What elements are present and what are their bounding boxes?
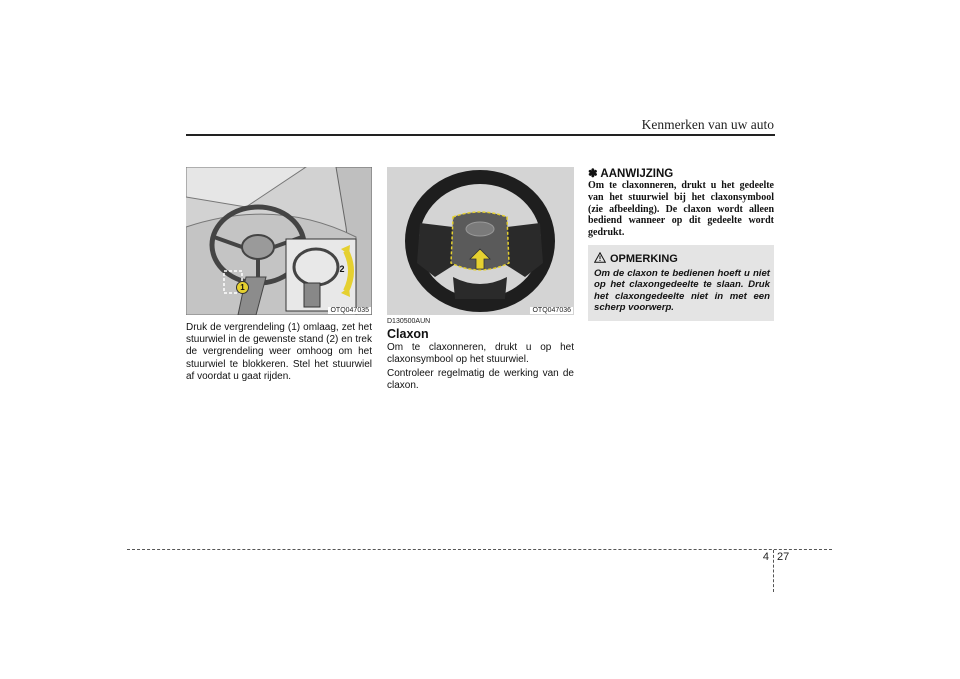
- horn-paragraph-1: Om te claxonneren, drukt u op het claxonsymbool op het stuurwiel.: [387, 342, 574, 366]
- section-title-horn: Claxon: [387, 327, 429, 341]
- steering-tilt-figure: [186, 167, 372, 315]
- caution-box: [588, 245, 774, 321]
- tilt-instructions: Druk de vergrendeling (1) omlaag, zet het stuurwiel in de gewenste stand (2) en trek de vergrendeling weer omhoog om het stuurwiel te blokkeren. Stel het stuurwiel af voordat u gaat rijden.: [186, 322, 372, 382]
- steering-wheel-horn-illustration: [387, 167, 574, 315]
- figure-code: OTQ047036: [532, 307, 571, 314]
- section-code: D130500AUN: [387, 318, 431, 325]
- caution-title: OPMERKING: [610, 253, 678, 265]
- note-symbol: ✽: [588, 168, 598, 180]
- page-number: 27: [777, 551, 790, 563]
- footer-divider: [127, 549, 832, 550]
- horn-paragraph-2: Controleer regelmatig de werking van de claxon.: [387, 368, 574, 392]
- note-text: Om te claxonneren, drukt u het gedeelte van het stuurwiel bij het claxonsymbool (zie afbeelding). De claxon wordt alleen bediend wanneer op dit gedeelte wordt gedrukt.: [588, 180, 774, 239]
- note-title: AANWIJZING: [600, 168, 674, 180]
- horn-figure: [387, 167, 574, 315]
- page-header-title: Kenmerken van uw auto: [641, 117, 774, 132]
- callout-1: 1: [236, 281, 249, 294]
- header-divider: [186, 134, 775, 136]
- callout-2: 2: [339, 264, 345, 274]
- warning-triangle-icon: [594, 252, 606, 263]
- note-heading: [588, 166, 673, 180]
- chapter-number: 4: [762, 551, 769, 563]
- caution-text: Om de claxon te bedienen hoeft u niet op het claxongedeelte te slaan. Druk het claxongedeelte niet in met een scherp voorwerp.: [594, 268, 770, 314]
- footer-vertical-divider: [773, 550, 774, 592]
- steering-tilt-illustration: [186, 167, 372, 315]
- figure-code: OTQ047035: [330, 307, 369, 314]
